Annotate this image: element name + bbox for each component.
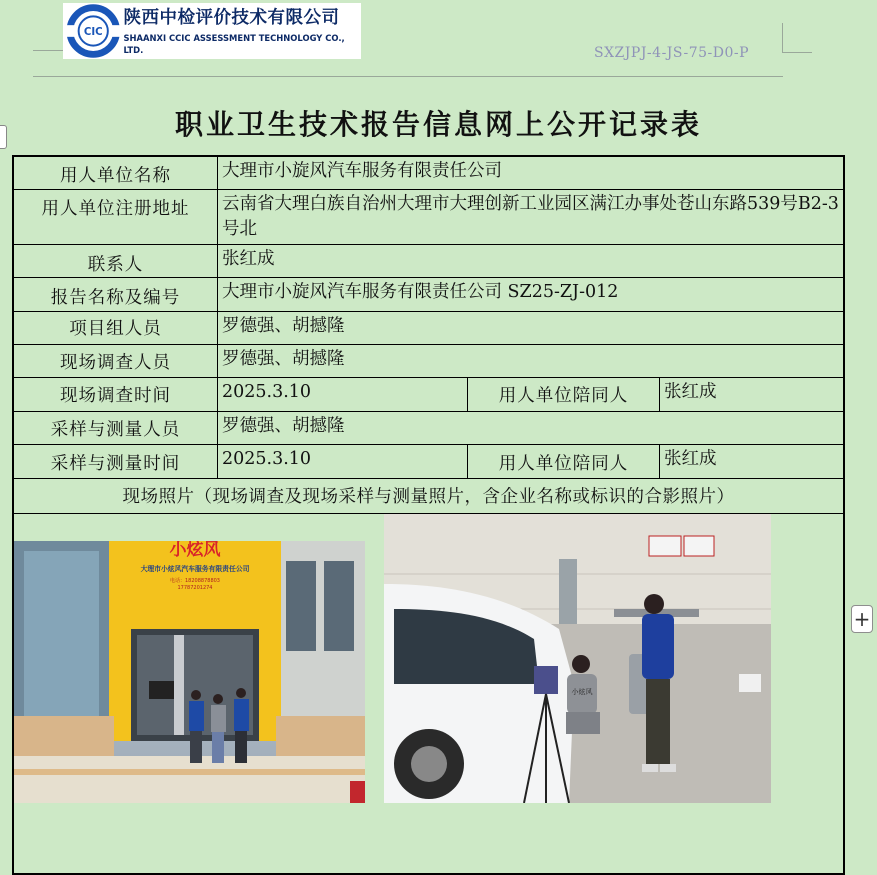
row-team — [14, 312, 843, 345]
survey-escort-label: 用人单位陪同人 — [468, 378, 660, 411]
page-title: 职业卫生技术报告信息网上公开记录表 — [174, 108, 702, 141]
survey-time-label: 现场调查时间 — [14, 378, 218, 411]
row-sampling-time — [14, 445, 843, 479]
row-employer-name — [14, 157, 843, 190]
company-name-en: SHAANXI CCIC ASSESSMENT TECHNOLOGY CO., LTD. — [123, 32, 345, 55]
sampling-photo — [384, 514, 771, 803]
sign-brand-text: 小炫风 — [169, 541, 221, 560]
sampling-photo-image — [384, 514, 771, 803]
team-label: 项目组人员 — [14, 312, 218, 344]
sampling-escort-value: 张红成 — [664, 449, 717, 469]
row-survey-time — [14, 378, 843, 412]
storefront-photo — [14, 541, 365, 803]
sign-phone-1: 电话：18208878803 — [170, 578, 220, 584]
company-logo — [63, 3, 361, 59]
corner-mark-right-vertical — [782, 23, 783, 52]
sampling-escort-label: 用人单位陪同人 — [468, 445, 660, 478]
sign-phone-2: 17787201274 — [177, 585, 213, 591]
row-sampling-staff — [14, 412, 843, 445]
employer-name-label: 用人单位名称 — [14, 157, 218, 189]
address-value: 云南省大理白族自治州大理市大理创新工业园区满江办事处苍山东路539号B2-3号北 — [222, 194, 839, 239]
logo-lettering: CIC — [83, 26, 103, 38]
team-value: 罗德强、胡撼隆 — [222, 316, 345, 336]
row-address — [14, 190, 843, 245]
employer-name-value: 大理市小旋风汽车服务有限责任公司 — [222, 161, 502, 181]
corner-mark-right-horizontal — [782, 52, 812, 53]
report-label: 报告名称及编号 — [14, 278, 218, 311]
document-code: SXZJPJ-4-JS-75-D0-P — [594, 45, 750, 61]
company-name-cn: 陕西中检评价技术有限公司 — [123, 7, 340, 28]
row-contact — [14, 245, 843, 278]
worker-vest-text: 小炫风 — [571, 688, 593, 696]
contact-label: 联系人 — [14, 245, 218, 277]
survey-staff-label: 现场调查人员 — [14, 345, 218, 377]
row-report — [14, 278, 843, 312]
header-rule — [33, 76, 783, 77]
survey-escort-value: 张红成 — [664, 382, 717, 402]
row-photos-heading — [14, 479, 843, 514]
corner-mark-left — [33, 50, 63, 51]
ccic-logo-icon — [65, 3, 121, 59]
storefront-photo-image — [14, 541, 365, 803]
sampling-time-label: 采样与测量时间 — [14, 445, 218, 478]
survey-staff-value: 罗德强、胡撼隆 — [222, 349, 345, 369]
photos-heading: 现场照片（现场调查及现场采样与测量照片，含企业名称或标识的合影照片） — [122, 487, 735, 507]
sampling-staff-value: 罗德强、胡撼隆 — [222, 416, 345, 436]
sign-company-text: 大理市小炫风汽车服务有限责任公司 — [140, 565, 250, 573]
record-table — [12, 155, 845, 875]
person-3 — [234, 688, 249, 763]
address-label: 用人单位注册地址 — [14, 190, 218, 244]
contact-value: 张红成 — [222, 249, 275, 269]
row-survey-staff — [14, 345, 843, 378]
sampling-time-value: 2025.3.10 — [218, 445, 468, 478]
report-value: 大理市小旋风汽车服务有限责任公司 SZ25-ZJ-012 — [222, 282, 619, 302]
survey-time-value: 2025.3.10 — [218, 378, 468, 411]
sampling-staff-label: 采样与测量人员 — [14, 412, 218, 444]
add-button[interactable]: + — [851, 605, 873, 633]
